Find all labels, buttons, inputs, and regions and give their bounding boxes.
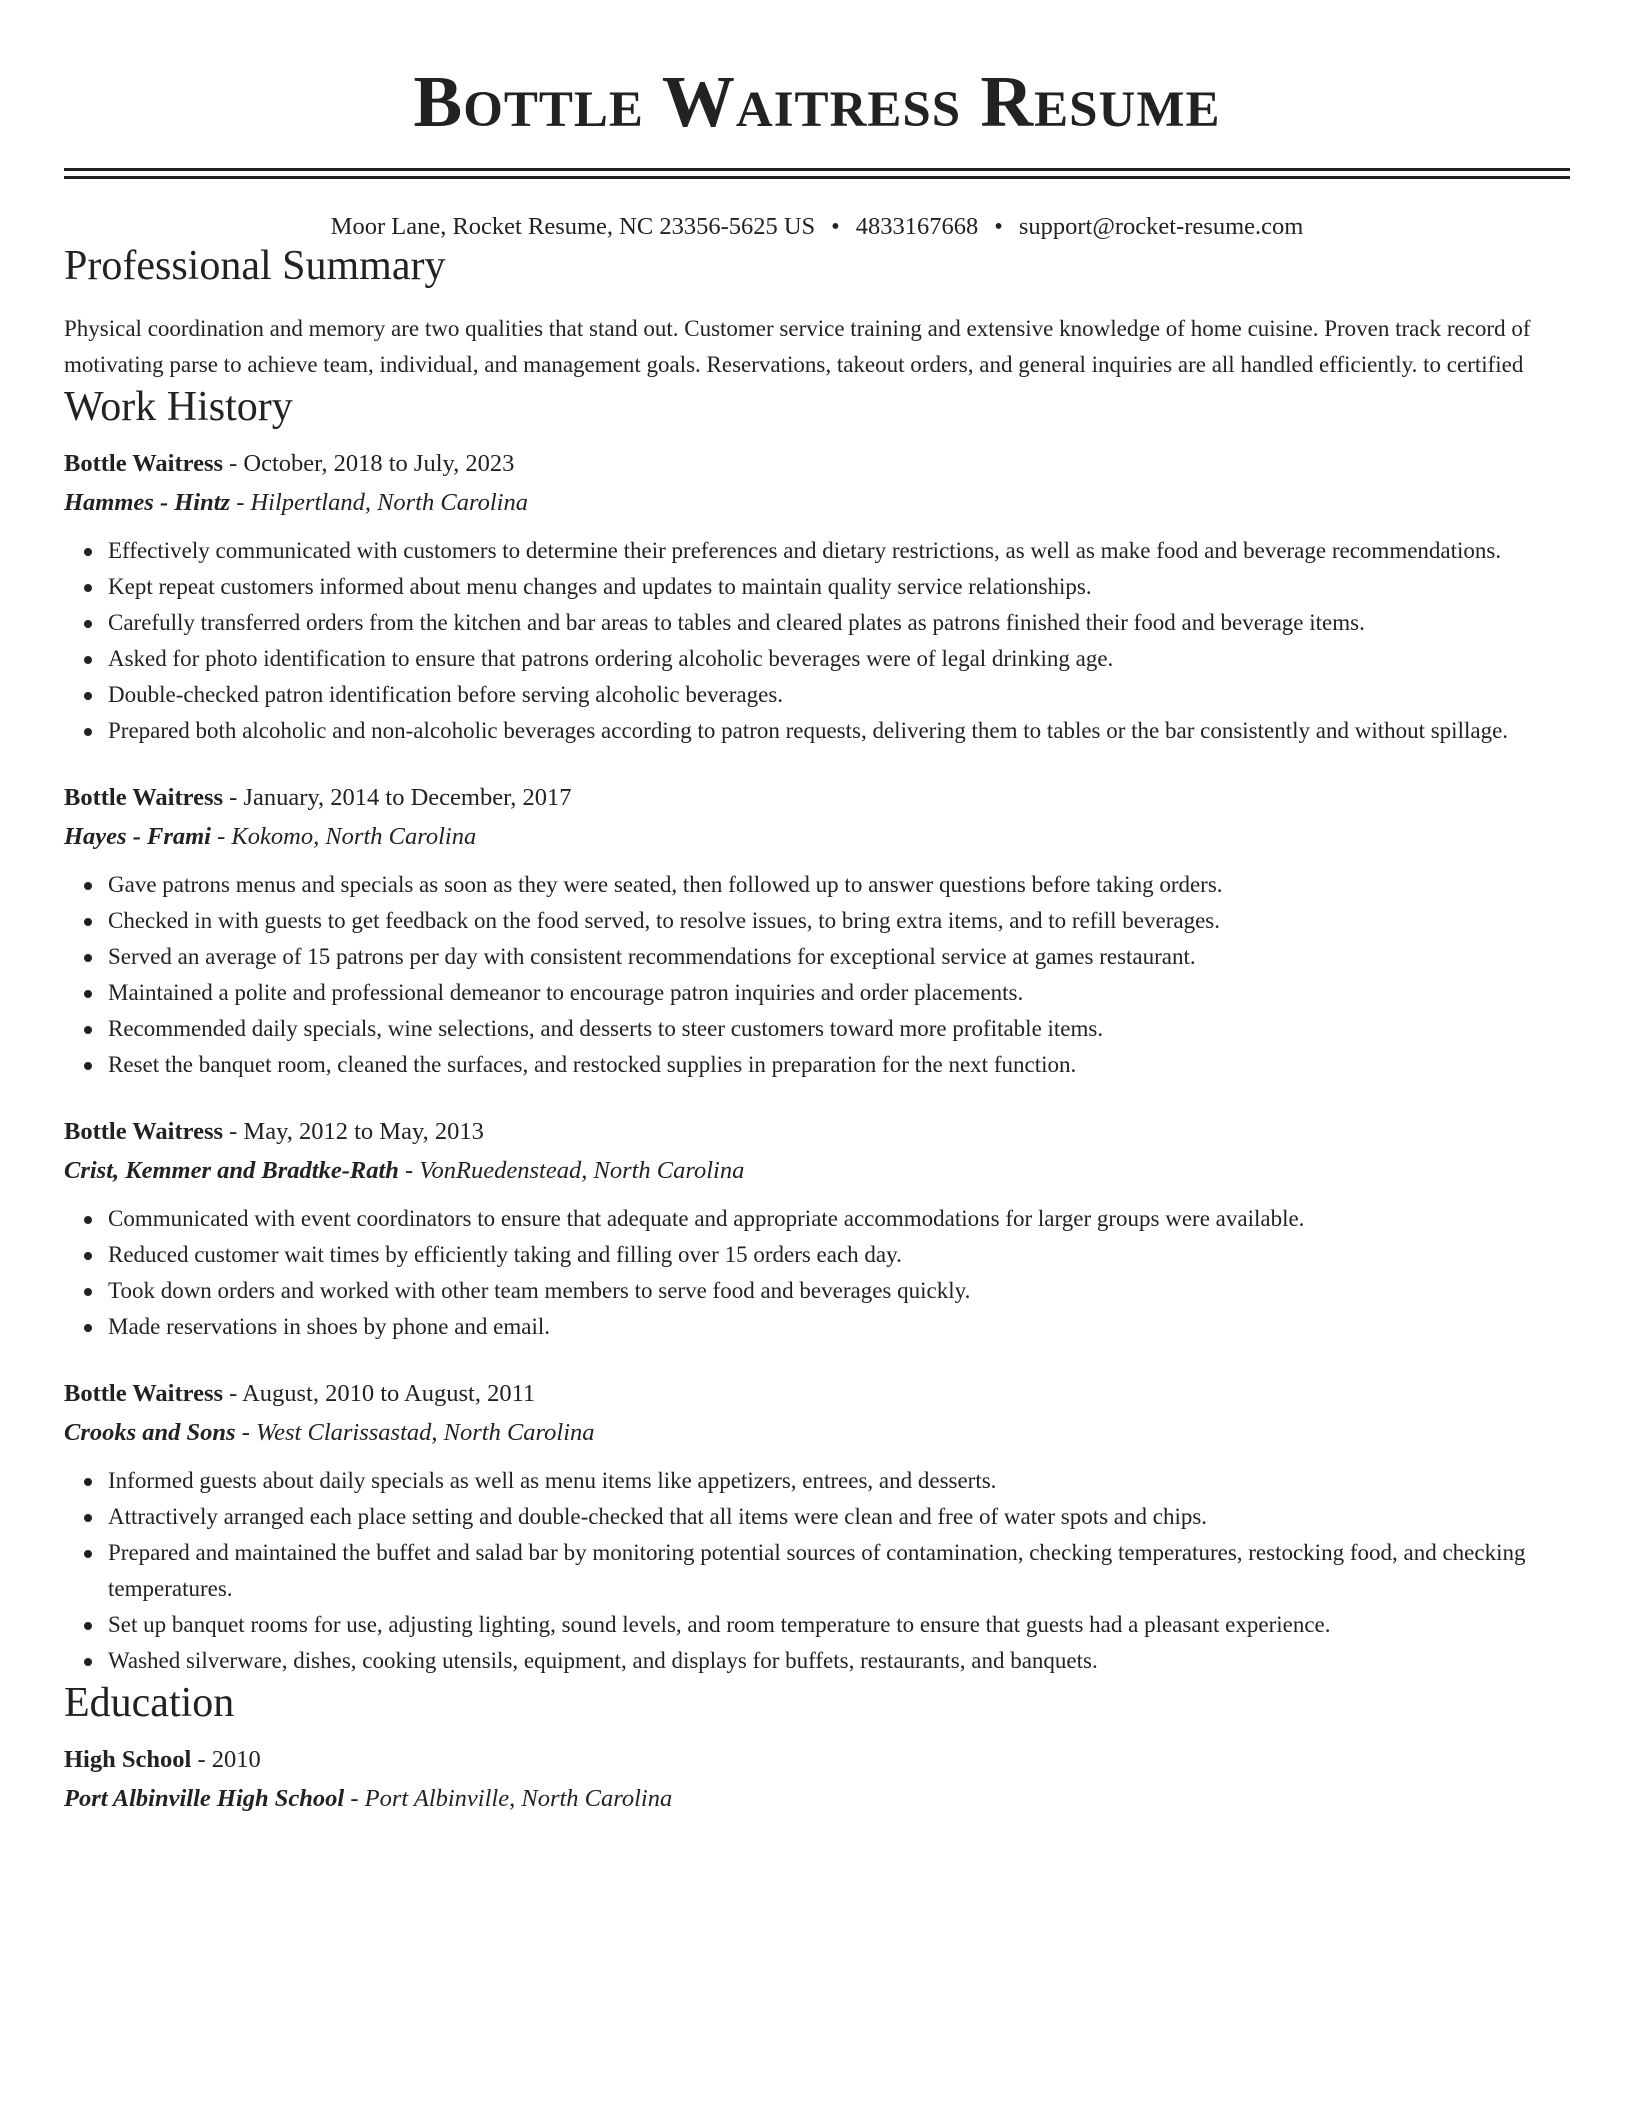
duty-item: Prepared both alcoholic and non-alcoholic beverages according to patron requests, delivering them to tables or the bar consistently and without spillage. (108, 713, 1570, 749)
duty-item: Made reservations in shoes by phone and email. (108, 1309, 1570, 1345)
duty-item: Effectively communicated with customers to determine their preferences and dietary restrictions, as well as make food and beverage recommendations. (108, 533, 1570, 569)
job-entry (64, 779, 1570, 1083)
job-dates: - October, 2018 to July, 2023 (223, 450, 515, 477)
education-year: - 2010 (191, 1746, 261, 1773)
job-location: - VonRuedenstead, North Carolina (398, 1157, 745, 1184)
duty-item: Checked in with guests to get feedback on the food served, to resolve issues, to bring extra items, and to refill beverages. (108, 903, 1570, 939)
job-duties-list (64, 533, 1570, 749)
duty-item: Washed silverware, dishes, cooking utensils, equipment, and displays for buffets, restaurants, and banquets. (108, 1643, 1570, 1679)
job-entry (64, 1375, 1570, 1679)
education-location: - Port Albinville, North Carolina (344, 1785, 673, 1812)
job-dates: - August, 2010 to August, 2011 (223, 1380, 536, 1407)
job-company-line (64, 483, 1570, 523)
job-dates: - January, 2014 to December, 2017 (223, 784, 572, 811)
job-title-line (64, 1113, 1570, 1151)
duty-item: Took down orders and worked with other team members to serve food and beverages quickly. (108, 1273, 1570, 1309)
job-entry (64, 1113, 1570, 1345)
duty-item: Gave patrons menus and specials as soon as they were seated, then followed up to answer questions before taking orders. (108, 867, 1570, 903)
job-title-line (64, 1375, 1570, 1413)
contact-separator: • (994, 213, 1003, 240)
contact-phone: 4833167668 (855, 213, 979, 240)
job-title-line (64, 779, 1570, 817)
contact-address: Moor Lane, Rocket Resume, NC 23356-5625 US (330, 213, 816, 240)
education-heading: Education (64, 1680, 235, 1726)
job-duties-list (64, 1463, 1570, 1679)
duty-item: Served an average of 15 patrons per day with consistent recommendations for exceptional service at games restaurant. (108, 939, 1570, 975)
job-company: Crooks and Sons (64, 1419, 236, 1446)
duty-item: Communicated with event coordinators to ensure that adequate and appropriate accommodations for larger groups were available. (108, 1201, 1570, 1237)
job-company: Crist, Kemmer and Bradtke-Rath (64, 1157, 399, 1184)
job-company: Hayes - Frami (64, 823, 211, 850)
job-title: Bottle Waitress (64, 450, 224, 477)
duty-item: Attractively arranged each place setting and double-checked that all items were clean and free of water spots and chips. (108, 1499, 1570, 1535)
resume-page (64, 0, 1570, 1819)
job-title: Bottle Waitress (64, 1118, 224, 1145)
education-degree-line (64, 1741, 1570, 1779)
summary-text: Physical coordination and memory are two qualities that stand out. Customer service training and extensive knowledge of home cuisine. Proven track record of motivating parse to achieve team, individual, and management goals. Reservations, takeout orders, and general inquiries are all handled efficiently. to certified (64, 316, 1531, 377)
job-company-line (64, 817, 1570, 857)
duty-item: Set up banquet rooms for use, adjusting lighting, sound levels, and room temperature to ensure that guests had a pleasant experience. (108, 1607, 1570, 1643)
job-entry (64, 445, 1570, 749)
education-entry (64, 1741, 1570, 1819)
job-title: Bottle Waitress (64, 1380, 224, 1407)
contact-separator: • (831, 213, 840, 240)
contact-email: support@rocket-resume.com (1018, 213, 1304, 240)
resume-title: Bottle Waitress Resume (413, 61, 1221, 142)
duty-item: Prepared and maintained the buffet and salad bar by monitoring potential sources of contamination, checking temperatures, restocking food, and checking temperatures. (108, 1535, 1570, 1607)
duty-item: Asked for photo identification to ensure that patrons ordering alcoholic beverages were of legal drinking age. (108, 641, 1570, 677)
job-location: - West Clarissastad, North Carolina (235, 1419, 595, 1446)
education-degree: High School (64, 1746, 192, 1773)
duty-item: Kept repeat customers informed about menu changes and updates to maintain quality service relationships. (108, 569, 1570, 605)
duty-item: Carefully transferred orders from the kitchen and bar areas to tables and cleared plates as patrons finished their food and beverage items. (108, 605, 1570, 641)
job-duties-list (64, 867, 1570, 1083)
duty-item: Reduced customer wait times by efficiently taking and filling over 15 orders each day. (108, 1237, 1570, 1273)
contact-line (64, 212, 1570, 242)
education-school: Port Albinville High School (64, 1785, 345, 1812)
duty-item: Double-checked patron identification before serving alcoholic beverages. (108, 677, 1570, 713)
job-dates: - May, 2012 to May, 2013 (223, 1118, 484, 1145)
duty-item: Reset the banquet room, cleaned the surfaces, and restocked supplies in preparation for the next function. (108, 1047, 1570, 1083)
job-company: Hammes - Hintz (64, 489, 231, 516)
job-company-line (64, 1151, 1570, 1191)
duty-item: Informed guests about daily specials as well as menu items like appetizers, entrees, and desserts. (108, 1463, 1570, 1499)
job-title: Bottle Waitress (64, 784, 224, 811)
job-location: - Hilpertland, North Carolina (230, 489, 528, 516)
job-title-line (64, 445, 1570, 483)
work-history-heading: Work History (64, 384, 293, 430)
education-school-line (64, 1779, 1570, 1819)
summary-heading: Professional Summary (64, 243, 446, 289)
title-rule-thin (64, 176, 1570, 179)
job-duties-list (64, 1201, 1570, 1345)
title-rule-thick (64, 168, 1570, 171)
duty-item: Recommended daily specials, wine selections, and desserts to steer customers toward more profitable items. (108, 1011, 1570, 1047)
job-location: - Kokomo, North Carolina (211, 823, 477, 850)
job-company-line (64, 1413, 1570, 1453)
duty-item: Maintained a polite and professional demeanor to encourage patron inquiries and order placements. (108, 975, 1570, 1011)
